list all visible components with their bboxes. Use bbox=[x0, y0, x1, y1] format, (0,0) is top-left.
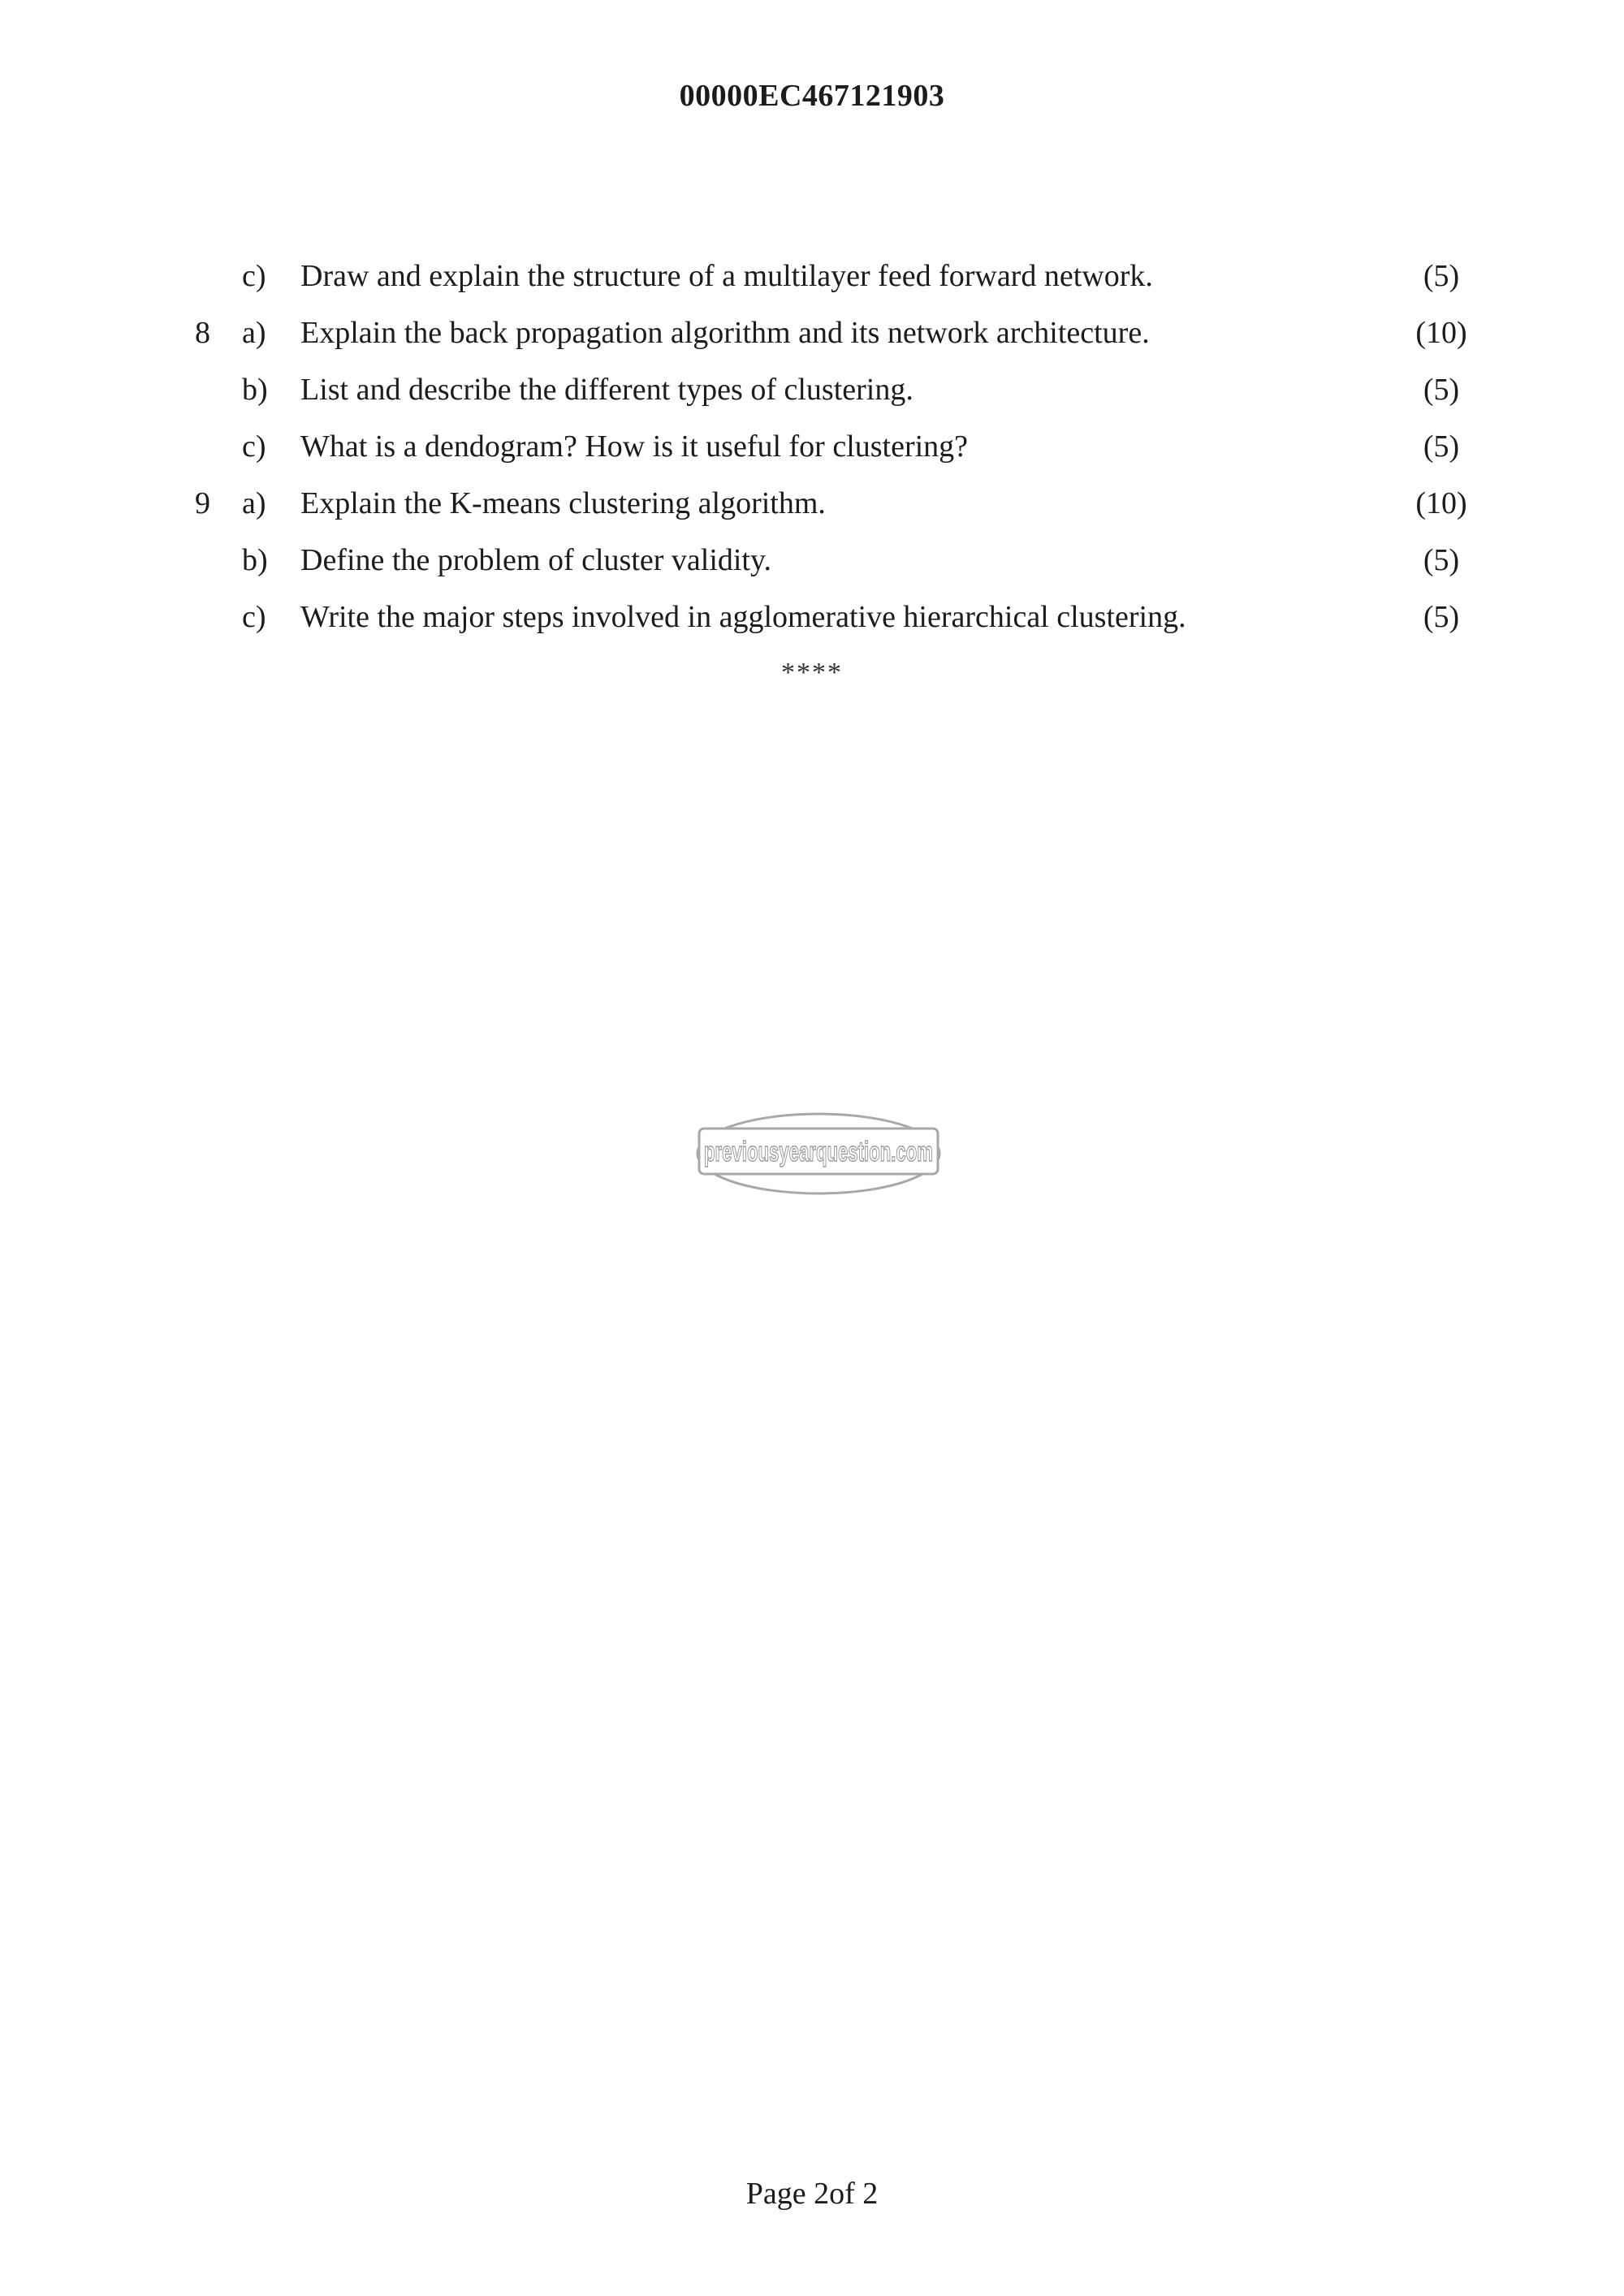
question-number: 8 bbox=[195, 316, 210, 350]
question-text: Explain the K-means clustering algorithm. bbox=[300, 486, 826, 520]
question-row bbox=[0, 315, 1624, 372]
question-row bbox=[0, 542, 1624, 599]
question-marks: (10) bbox=[1415, 316, 1467, 350]
question-row bbox=[0, 429, 1624, 486]
question-list bbox=[0, 258, 1624, 656]
question-marks: (5) bbox=[1423, 429, 1460, 464]
question-part: c) bbox=[242, 429, 266, 464]
question-row bbox=[0, 258, 1624, 315]
question-part: c) bbox=[242, 259, 266, 293]
watermark-stamp-icon bbox=[694, 1111, 943, 1197]
question-part: c) bbox=[242, 600, 266, 634]
question-part: a) bbox=[242, 316, 266, 350]
question-marks: (5) bbox=[1423, 600, 1460, 634]
watermark-logo bbox=[694, 1111, 943, 1197]
question-text: Draw and explain the structure of a multilayer feed forward network. bbox=[300, 259, 1153, 293]
question-row bbox=[0, 372, 1624, 429]
question-marks: (10) bbox=[1415, 486, 1467, 520]
question-part: b) bbox=[242, 373, 268, 407]
question-part: a) bbox=[242, 486, 266, 520]
question-text: What is a dendogram? How is it useful for clustering? bbox=[300, 429, 969, 464]
question-row bbox=[0, 599, 1624, 656]
question-text: Define the problem of cluster validity. bbox=[300, 543, 772, 577]
end-of-paper-mark: **** bbox=[781, 658, 843, 688]
question-marks: (5) bbox=[1423, 373, 1460, 407]
question-row bbox=[0, 486, 1624, 542]
question-text: List and describe the different types of clustering. bbox=[300, 373, 914, 407]
question-text: Write the major steps involved in agglomerative hierarchical clustering. bbox=[300, 600, 1186, 634]
question-number: 9 bbox=[195, 486, 210, 520]
document-code: 00000EC467121903 bbox=[679, 79, 945, 113]
question-marks: (5) bbox=[1423, 543, 1460, 577]
question-text: Explain the back propagation algorithm and its network architecture. bbox=[300, 316, 1150, 350]
question-marks: (5) bbox=[1423, 259, 1460, 293]
svg-text:previousyearquestion.com: previousyearquestion.com bbox=[704, 1137, 933, 1167]
page-footer: Page 2of 2 bbox=[745, 2177, 879, 2211]
question-part: b) bbox=[242, 543, 268, 577]
